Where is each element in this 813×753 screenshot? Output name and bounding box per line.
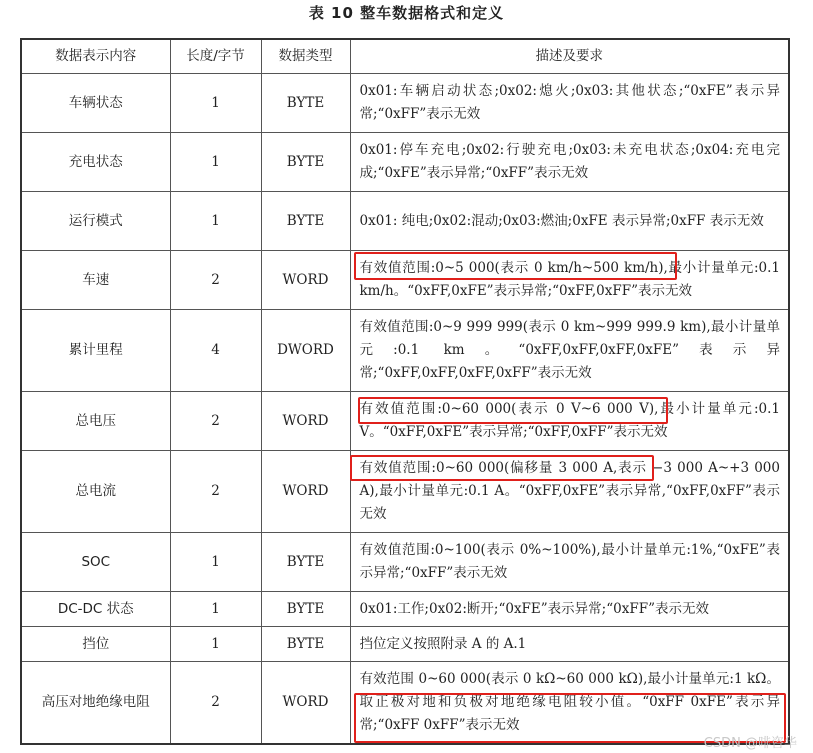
row-description: 有效值范围:0~60 000(偏移量 3 000 A,表示 −3 000 A~+3 000 A),最小计量单元:0.1 A。“0xFF,0xFE”表示异常,“0xFF,0xFF”表示无效 [350, 451, 789, 533]
header-length: 长度/字节 [170, 39, 261, 74]
row-name: SOC [21, 533, 170, 592]
row-description: 有效值范围:0~60 000(表示 0 V~6 000 V),最小计量单元:0.1 V。“0xFF,0xFE”表示异常;“0xFF,0xFF”表示无效 [350, 392, 789, 451]
header-content: 数据表示内容 [21, 39, 170, 74]
row-length: 1 [170, 592, 261, 627]
table-title: 表 10 整车数据格式和定义 [308, 4, 505, 22]
row-name: 车速 [21, 251, 170, 310]
row-name: 车辆状态 [21, 74, 170, 133]
table-row [21, 392, 789, 451]
table-row [21, 662, 789, 744]
row-length: 2 [170, 451, 261, 533]
table-row [21, 592, 789, 627]
row-type: WORD [261, 392, 350, 451]
vehicle-data-table [20, 38, 790, 745]
table-row [21, 192, 789, 251]
row-name: 充电状态 [21, 133, 170, 192]
row-length: 1 [170, 533, 261, 592]
row-length: 1 [170, 192, 261, 251]
row-type: BYTE [261, 133, 350, 192]
row-description: 0x01:停车充电;0x02:行驶充电;0x03:未充电状态;0x04:充电完成;“0xFE”表示异常;“0xFF”表示无效 [350, 133, 789, 192]
row-description: 挡位定义按照附录 A 的 A.1 [350, 627, 789, 662]
row-name: 高压对地绝缘电阻 [21, 662, 170, 744]
row-length: 2 [170, 251, 261, 310]
table-row [21, 533, 789, 592]
table-row [21, 133, 789, 192]
table-row [21, 251, 789, 310]
row-name: 累计里程 [21, 310, 170, 392]
row-length: 1 [170, 133, 261, 192]
row-description: 0x01: 纯电;0x02:混动;0x03:燃油;0xFE 表示异常;0xFF 表示无效 [350, 192, 789, 251]
row-description: 有效值范围:0~100(表示 0%~100%),最小计量单元:1%,“0xFE”表示异常;“0xFF”表示无效 [350, 533, 789, 592]
table-row [21, 451, 789, 533]
row-type: WORD [261, 251, 350, 310]
table-row [21, 627, 789, 662]
row-type: WORD [261, 451, 350, 533]
row-description: 有效范围 0~60 000(表示 0 kΩ~60 000 kΩ),最小计量单元:1 kΩ。取正极对地和负极对地绝缘电阻较小值。“0xFF 0xFE”表示异常;“0xFF 0xFF”表示无效 [350, 662, 789, 744]
row-type: BYTE [261, 592, 350, 627]
row-length: 1 [170, 627, 261, 662]
row-type: BYTE [261, 533, 350, 592]
row-description: 0x01:车辆启动状态;0x02:熄火;0x03:其他状态;“0xFE”表示异常;“0xFF”表示无效 [350, 74, 789, 133]
table-row [21, 310, 789, 392]
row-type: DWORD [261, 310, 350, 392]
watermark: CSDN @啡咨华 [703, 736, 797, 751]
row-type: WORD [261, 662, 350, 744]
row-length: 4 [170, 310, 261, 392]
row-length: 1 [170, 74, 261, 133]
row-length: 2 [170, 662, 261, 744]
row-name: DC-DC 状态 [21, 592, 170, 627]
row-type: BYTE [261, 74, 350, 133]
row-type: BYTE [261, 192, 350, 251]
row-description: 0x01:工作;0x02:断开;“0xFE”表示异常;“0xFF”表示无效 [350, 592, 789, 627]
table-row [21, 74, 789, 133]
row-name: 总电流 [21, 451, 170, 533]
row-description: 有效值范围:0~9 999 999(表示 0 km~999 999.9 km),最小计量单元:0.1 km。“0xFF,0xFF,0xFF,0xFE”表示异常;“0xFF,0xFF,0xFF,0xFF”表示无效 [350, 310, 789, 392]
row-name: 运行模式 [21, 192, 170, 251]
row-length: 2 [170, 392, 261, 451]
row-name: 挡位 [21, 627, 170, 662]
row-description: 有效值范围:0~5 000(表示 0 km/h~500 km/h),最小计量单元:0.1 km/h。“0xFF,0xFE”表示异常;“0xFF,0xFF”表示无效 [350, 251, 789, 310]
header-description: 描述及要求 [350, 39, 789, 74]
row-type: BYTE [261, 627, 350, 662]
row-name: 总电压 [21, 392, 170, 451]
header-type: 数据类型 [261, 39, 350, 74]
table-header-row [21, 39, 789, 74]
